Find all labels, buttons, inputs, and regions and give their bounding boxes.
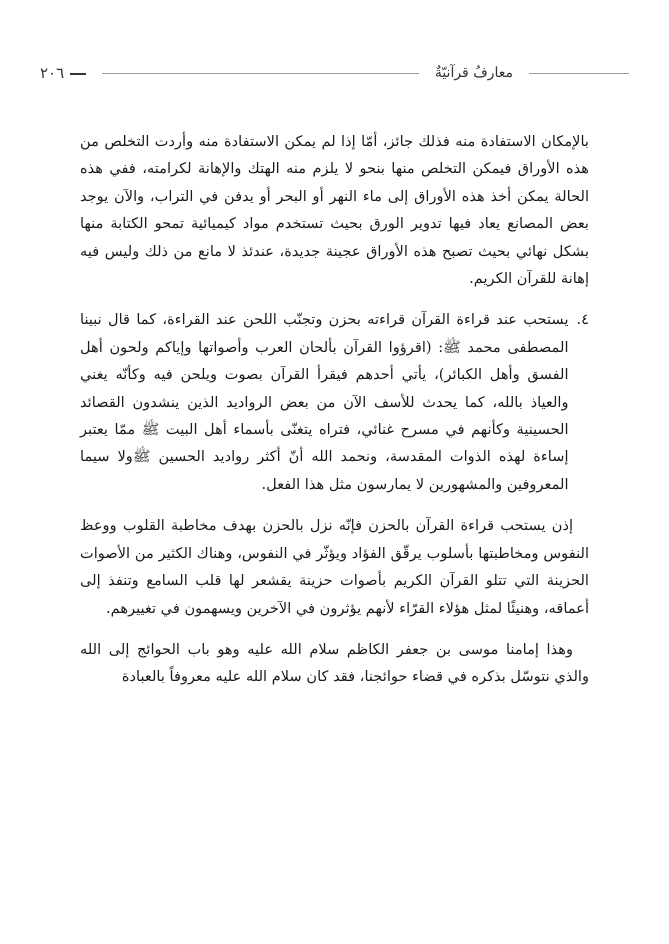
page-number: ٢٠٦ — [40, 64, 86, 82]
list-item-4 — [80, 306, 589, 498]
paragraph-1: بالإمكان الاستفادة منه فذلك جائز، أمّا إذا لم يمكن الاستفادة منه وأردت التخلص من هذه الأوراق فيمكن التخلص منها بنحو لا يلزم منه الهتك والإهانة لكرامته، ففي هذه الحالة يمكن أخذ هذه الأوراق إلى ماء النهر أو البحر أو يدفن في التراب، والآن يوجد بعض المصانع يعاد فيها تدوير الورق بحيث تستخدم مواد كيميائية تمحو الكتابة منها بشكل نهائي بحيث تصبح هذه الأوراق عجينة جديدة، عندئذ لا مانع من ذلك وليس فيه إهانة للقرآن الكريم. — [80, 133, 589, 288]
list-item-text: يستحب عند قراءة القرآن قراءته بحزن وتجنّب اللحن عند القراءة، كما قال نبينا المصطفى محمد ﷺ: (اقرؤوا القرآن بألحان العرب وأصواتها وإياكم ولحون أهل الفسق وأهل الكبائر)، يأتي أحدهم فيقرأ القرآن بصوت ويلحن فيه وكأنّه يغني والعياذ بالله، كما يحدث للأسف الآن من بعض الرواديد الذين ينشدون القصائد الحسينية وكأنهم في مسرح غنائي، فتراه يتغنّى بأسماء أهل البيت ﷺ ممّا يعتبر إساءة لهذه الذوات المقدسة، ونحمد الله أنّ أكثر رواديد الحسين ﷺولا سيما المعروفين والمشهورين لا يمارسون مثل هذا الفعل. — [80, 311, 569, 493]
page-number-dash — [70, 73, 86, 75]
paragraph-4: وهذا إمامنا موسى بن جعفر الكاظم سلام الله عليه وهو باب الحوائج إلى الله والذي نتوسّل بذكره في قضاء حوائجنا، فقد كان سلام الله عليه معروفاً بالعبادة — [80, 640, 589, 686]
paragraph-3: إذن يستحب قراءة القرآن بالحزن فإنّه نزل بالحزن بهدف مخاطبة القلوب ووعظ النفوس ومخاطبتها بأسلوب يرقّق الفؤاد ويؤثّر في النفوس، وهناك الكثير من الأصوات الحزينة التي تتلو القرآن الكريم بأصوات حزينة يقشعر لها قلب السامع وتنفذ إلى أعماقه، وهنيئًا لمثل هؤلاء القرّاء لأنهم يؤثرون في الآخرين ويسهمون في تغييرهم. — [80, 517, 589, 617]
page-header — [40, 58, 629, 88]
running-title: معارفُ قرآنيّةٌ — [434, 65, 513, 81]
header-rule — [102, 73, 419, 74]
list-item-number: ٤. — [576, 311, 589, 329]
page-body — [80, 128, 589, 705]
header-rule-right — [529, 73, 629, 74]
